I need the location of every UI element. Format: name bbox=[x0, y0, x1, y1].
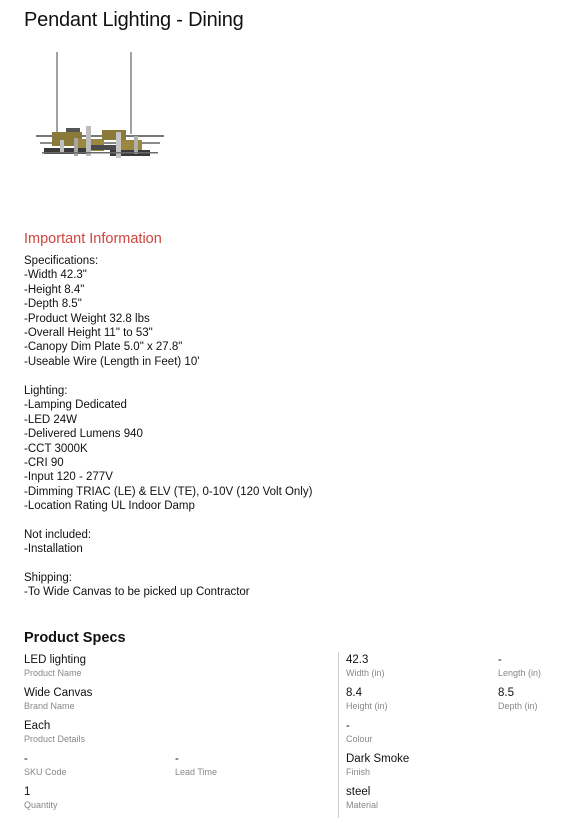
spec-label: Width (in) bbox=[346, 668, 385, 678]
spec-label: Product Details bbox=[24, 734, 86, 744]
lighting-line: -Lamping Dedicated bbox=[24, 399, 127, 412]
lighting-line: -Location Rating UL Indoor Damp bbox=[24, 500, 195, 513]
spec-value: 8.5 bbox=[498, 687, 514, 699]
spec-value: LED lighting bbox=[24, 654, 87, 666]
specifications-line: -Overall Height 11" to 53" bbox=[24, 327, 153, 340]
spec-sku-code bbox=[24, 752, 67, 778]
spec-label: Finish bbox=[346, 767, 371, 777]
specifications-line: -Product Weight 32.8 lbs bbox=[24, 312, 150, 325]
lighting-line: -CRI 90 bbox=[24, 457, 64, 470]
lighting-line: -LED 24W bbox=[24, 413, 78, 426]
important-information-heading: Important Information bbox=[24, 231, 162, 247]
spec-value: 42.3 bbox=[346, 654, 369, 666]
product-specs-heading: Product Specs bbox=[24, 630, 126, 646]
not-included-line: Not included: bbox=[24, 529, 92, 541]
spec-value: - bbox=[175, 753, 179, 765]
spec-material bbox=[346, 785, 378, 811]
spec-product-name bbox=[24, 653, 86, 679]
spec-lead-time bbox=[175, 752, 217, 778]
spec-label: Depth (in) bbox=[498, 701, 538, 711]
spec-label: Length (in) bbox=[498, 668, 542, 678]
specifications-line: -Width 42.3" bbox=[24, 269, 87, 282]
shipping-line: Shipping: bbox=[24, 572, 72, 584]
specifications-line: -Useable Wire (Length in Feet) 10' bbox=[24, 355, 200, 368]
spec-label: Brand Name bbox=[24, 701, 75, 711]
spec-product-details bbox=[24, 719, 85, 745]
spec-value: Wide Canvas bbox=[24, 687, 93, 699]
spec-depth bbox=[498, 686, 538, 712]
spec-value: steel bbox=[346, 786, 371, 798]
spec-height bbox=[346, 686, 388, 712]
lighting-line: -Dimming TRIAC (LE) & ELV (TE), 0-10V (120 Volt Only) bbox=[24, 485, 313, 498]
not-included-line: -Installation bbox=[24, 543, 83, 556]
lighting-line: -Delivered Lumens 940 bbox=[24, 428, 143, 441]
spec-value: 1 bbox=[24, 786, 31, 798]
specifications-line: -Height 8.4" bbox=[24, 283, 85, 296]
spec-colour bbox=[346, 719, 373, 745]
lighting-line: Lighting: bbox=[24, 385, 68, 397]
spec-value: Dark Smoke bbox=[346, 753, 410, 765]
lighting-line: -Input 120 - 277V bbox=[24, 471, 113, 484]
specifications-line: -Depth 8.5" bbox=[24, 298, 82, 311]
spec-label: Product Name bbox=[24, 668, 82, 678]
spec-value: - bbox=[498, 654, 502, 666]
spec-label: Colour bbox=[346, 734, 373, 744]
spec-value: - bbox=[24, 753, 28, 765]
spec-finish bbox=[346, 752, 409, 778]
spec-label: SKU Code bbox=[24, 767, 67, 777]
shipping-line: -To Wide Canvas to be picked up Contractor bbox=[24, 586, 250, 599]
spec-label: Material bbox=[346, 800, 379, 810]
spec-width bbox=[346, 653, 385, 679]
lighting-list bbox=[24, 384, 312, 514]
spec-label: Quantity bbox=[24, 800, 58, 810]
spec-label: Lead Time bbox=[175, 767, 218, 777]
pendant-light-product-photo bbox=[30, 52, 170, 172]
not-included-list bbox=[24, 528, 91, 557]
page-title: Pendant Lighting - Dining bbox=[24, 9, 244, 31]
spec-value: 8.4 bbox=[346, 687, 362, 699]
shipping-list bbox=[24, 571, 250, 600]
specifications-line: -Canopy Dim Plate 5.0" x 27.8" bbox=[24, 341, 183, 354]
spec-length bbox=[498, 653, 541, 679]
specifications-line: Specifications: bbox=[24, 255, 99, 267]
specs-column-divider bbox=[338, 652, 339, 818]
lighting-line: -CCT 3000K bbox=[24, 442, 88, 455]
spec-quantity bbox=[24, 785, 58, 811]
spec-value: Each bbox=[24, 720, 51, 732]
spec-label: Height (in) bbox=[346, 701, 388, 711]
spec-value: - bbox=[346, 720, 350, 732]
specifications-list bbox=[24, 254, 199, 369]
spec-brand-name bbox=[24, 686, 92, 712]
